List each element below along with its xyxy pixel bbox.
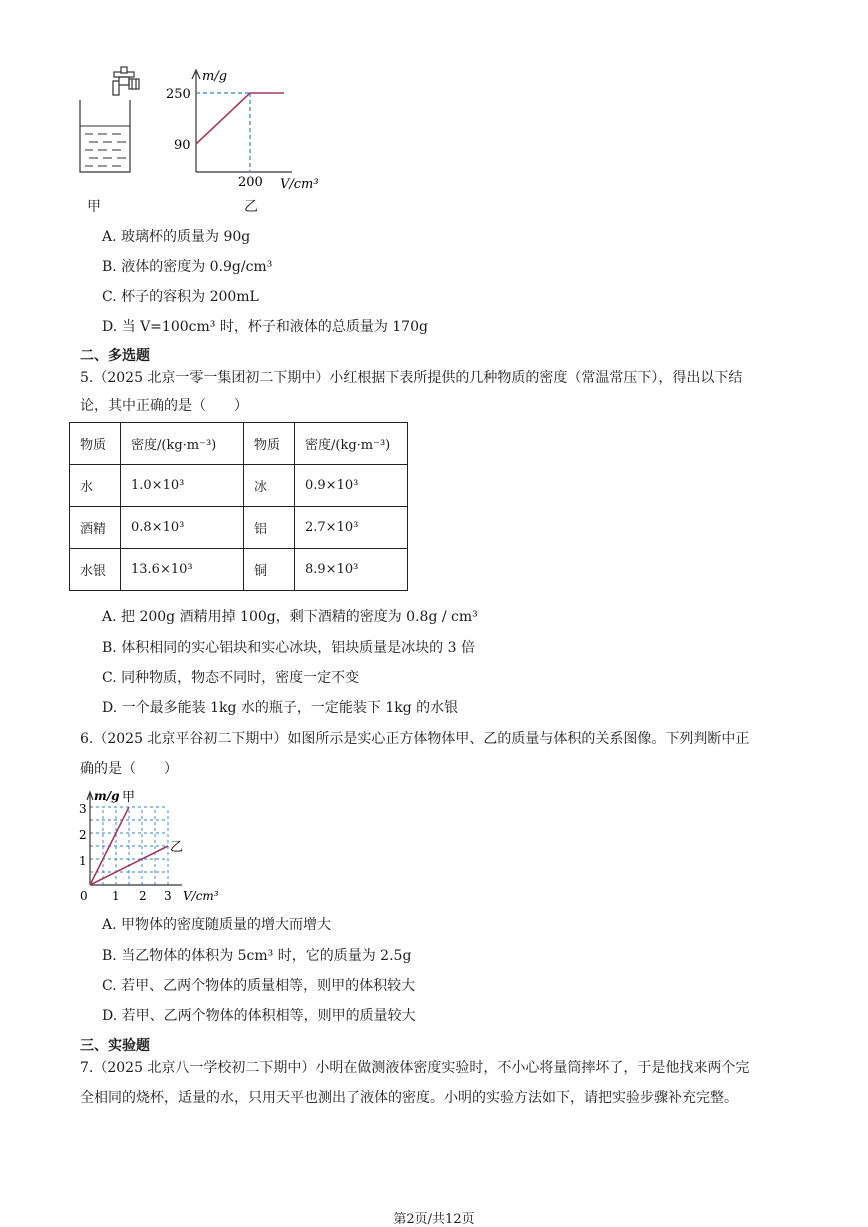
table-header-row bbox=[70, 423, 408, 465]
q5-option-a: A. 把 200g 酒精用掉 100g，剩下酒精的密度为 0.8g / cm³ bbox=[102, 609, 478, 625]
q6-option-a: A. 甲物体的密度随质量的增大而增大 bbox=[102, 917, 332, 933]
table-cell: 1.0×10³ bbox=[121, 465, 244, 507]
faucet-icon bbox=[113, 67, 139, 95]
q6-x-tick: 0 bbox=[80, 889, 88, 903]
table-row bbox=[70, 549, 408, 591]
section-title-experiment: 三、实验题 bbox=[80, 1038, 150, 1054]
q6-grid bbox=[90, 807, 168, 885]
q6-option-d: D. 若甲、乙两个物体的体积相等，则甲的质量较大 bbox=[102, 1008, 416, 1024]
q6-series-label-jia: 甲 bbox=[122, 790, 136, 805]
q6-x-tick: 2 bbox=[139, 889, 147, 903]
q7-stem-line2: 全相同的烧杯，适量的水，只用天平也测出了液体的密度。小明的实验方法如下，请把实验步骤补充完整。 bbox=[80, 1090, 738, 1106]
series-line-yi bbox=[90, 846, 168, 885]
q6-option-b: B. 当乙物体的体积为 5cm³ 时，它的质量为 2.5g bbox=[102, 948, 412, 964]
table-cell: 水 bbox=[70, 465, 121, 507]
q5-option-c: C. 同种物质，物态不同时，密度一定不变 bbox=[102, 670, 360, 686]
graph1-x-axis-label: V/cm³ bbox=[280, 177, 319, 192]
graph1-guides bbox=[196, 93, 250, 172]
q4-option-d: D. 当 V=100cm³ 时，杯子和液体的总质量为 170g bbox=[102, 319, 428, 335]
q4-option-a: A. 玻璃杯的质量为 90g bbox=[102, 229, 251, 245]
q6-stem-line2: 确的是（ ） bbox=[80, 761, 178, 777]
figure-label-left: 甲 bbox=[87, 199, 101, 215]
table-cell: 2.7×10³ bbox=[295, 507, 408, 549]
q4-option-c: C. 杯子的容积为 200mL bbox=[102, 289, 259, 305]
table-row bbox=[70, 465, 408, 507]
liquid-lines bbox=[80, 126, 130, 166]
q6-y-tick: 1 bbox=[79, 854, 87, 868]
q6-y-tick: 2 bbox=[79, 828, 87, 842]
series-line-jia bbox=[90, 807, 129, 885]
table-cell: 铝 bbox=[244, 507, 295, 549]
q6-option-c: C. 若甲、乙两个物体的质量相等，则甲的体积较大 bbox=[102, 978, 416, 994]
q7-stem-line1: 7.（2025 北京八一学校初二下期中）小明在做测液体密度实验时，不小心将量筒摔坏了，于是他找来两个完 bbox=[80, 1060, 750, 1076]
q5-option-b: B. 体积相同的实心铝块和实心冰块，铝块质量是冰块的 3 倍 bbox=[102, 640, 475, 656]
q6-chart bbox=[70, 784, 240, 908]
graph1-x-tick-200: 200 bbox=[238, 175, 263, 190]
table-cell: 8.9×10³ bbox=[295, 549, 408, 591]
table-cell: 0.9×10³ bbox=[295, 465, 408, 507]
beaker-faucet-figure bbox=[70, 60, 340, 220]
beaker-icon bbox=[80, 100, 130, 172]
table-header-cell: 密度/(kg·m⁻³) bbox=[295, 423, 408, 465]
q6-stem-line1: 6.（2025 北京平谷初二下期中）如图所示是实心正方体物体甲、乙的质量与体积的关系图像。下列判断中正 bbox=[80, 731, 750, 747]
q5-stem-line2: 论，其中正确的是（ ） bbox=[80, 398, 248, 414]
table-cell: 13.6×10³ bbox=[121, 549, 244, 591]
table-cell: 水银 bbox=[70, 549, 121, 591]
q6-x-tick: 3 bbox=[164, 889, 172, 903]
graph1-y-tick-250: 250 bbox=[166, 87, 191, 102]
page-footer: 第2页/共12页 bbox=[393, 1212, 475, 1227]
graph1-line bbox=[196, 93, 284, 144]
table-header-cell: 物质 bbox=[70, 423, 121, 465]
q6-x-axis-label: V/cm³ bbox=[183, 889, 219, 903]
q4-option-b: B. 液体的密度为 0.9g/cm³ bbox=[102, 259, 273, 275]
table-cell: 铜 bbox=[244, 549, 295, 591]
q5-option-d: D. 一个最多能装 1kg 水的瓶子，一定能装下 1kg 的水银 bbox=[102, 700, 459, 716]
q6-x-tick: 1 bbox=[112, 889, 120, 903]
q6-y-tick: 3 bbox=[79, 802, 87, 816]
q5-stem-line1: 5.（2025 北京一零一集团初二下期中）小红根据下表所提供的几种物质的密度（常温常压下），得出以下结 bbox=[80, 370, 743, 386]
density-table bbox=[69, 422, 408, 591]
section-title-multi-choice: 二、多选题 bbox=[80, 348, 150, 364]
table-cell: 0.8×10³ bbox=[121, 507, 244, 549]
graph1-y-axis-label: m/g bbox=[202, 69, 228, 84]
table-cell: 冰 bbox=[244, 465, 295, 507]
table-row bbox=[70, 507, 408, 549]
graph1-y-tick-90: 90 bbox=[174, 138, 191, 153]
figure-label-right: 乙 bbox=[244, 199, 258, 215]
table-header-cell: 密度/(kg·m⁻³) bbox=[121, 423, 244, 465]
table-header-cell: 物质 bbox=[244, 423, 295, 465]
q6-y-axis-label: m/g bbox=[94, 789, 120, 803]
table-cell: 酒精 bbox=[70, 507, 121, 549]
graph1-axes bbox=[192, 70, 292, 172]
q6-series-label-yi: 乙 bbox=[170, 840, 184, 855]
